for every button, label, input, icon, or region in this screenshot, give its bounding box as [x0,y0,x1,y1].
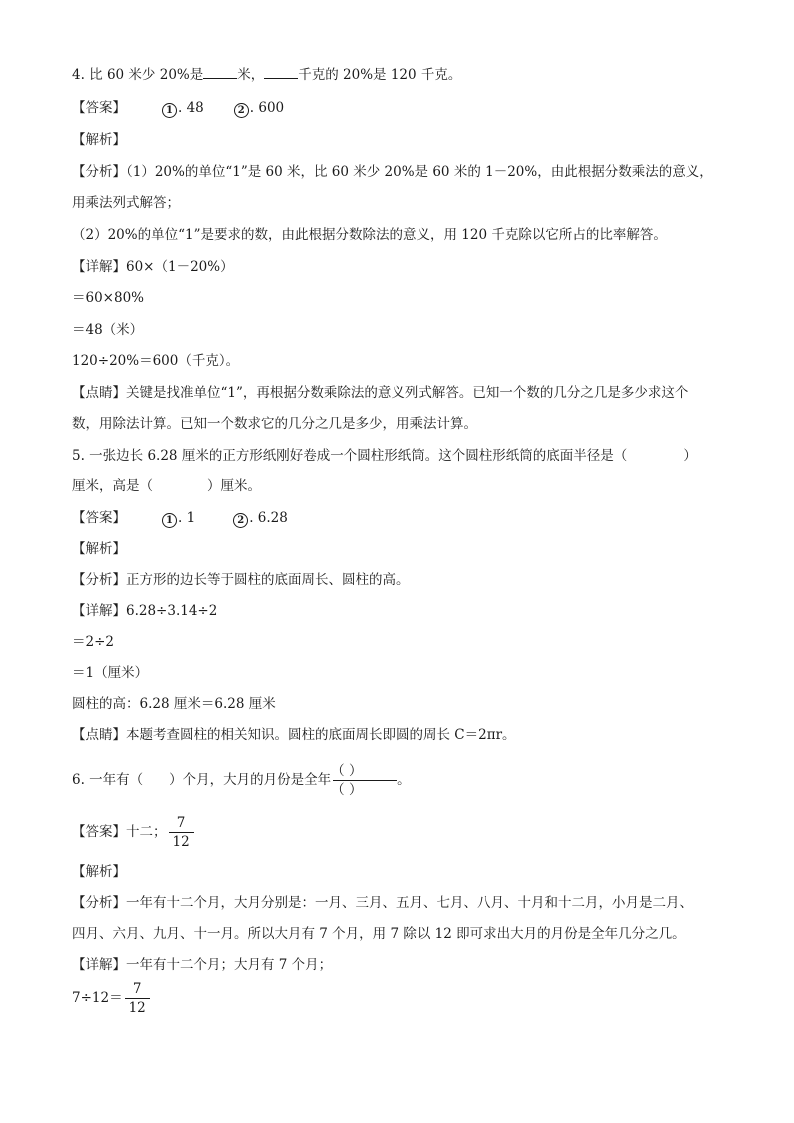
q5-dianjing: 【点睛】本题考查圆柱的相关知识。圆柱的底面周长即圆的周长 C＝2πr。 [72,727,516,743]
q4-dianjing-2: 数，用除法计算。已知一个数求它的几分之几是多少，用乘法计算。 [72,416,477,432]
q5-detail: 【详解】6.28÷3.14÷2 [72,603,218,619]
circled-two-icon: 2 [234,103,249,118]
q6-answer-fraction: $\frac{7}{12}$ [169,814,194,851]
q5-detail-3: ＝1（厘米） [72,665,149,681]
q5-analysis-tag: 【解析】 [72,541,126,557]
q6-analysis-tag: 【解析】 [72,864,126,880]
q4-detail-3: ＝48（米） [72,322,144,338]
q4-answer: 【答案】 1 . 48 2 . 600 [72,100,285,116]
q6-fenxi: 【分析】一年有十二个月，大月分别是：一月、三月、五月、七月、八月、十月和十二月，小月是二月、 [72,895,693,911]
circled-one-icon: 1 [162,513,177,528]
q6-fenxi-2: 四月、六月、九月、十一月。所以大月有 7 个月，用 7 除以 12 即可求出大月的月份是全年几分之几。 [72,926,686,942]
q5-answer: 【答案】 1 . 1 2 . 6.28 [72,510,288,526]
q4-detail-4: 120÷20%＝600（千克）。 [72,353,240,369]
q5-detail-4: 圆柱的高：6.28 厘米＝6.28 厘米 [72,696,276,712]
circled-one-icon: 1 [162,103,177,118]
answer-tag: 【答案】 [72,824,126,840]
q4-fenxi: 【分析】（1）20%的单位“1”是 60 米，比 60 米少 20%是 60 米的 1－20%，由此根据分数乘法的意义， [72,164,713,180]
q5-detail-2: ＝2÷2 [72,634,114,650]
q4-fenxi-3: （2）20%的单位“1”是要求的数，由此根据分数除法的意义，用 120 千克除以它所占的比率解答。 [72,227,667,243]
q4-fenxi-2: 用乘法列式解答； [72,195,180,211]
answer-tag: 【答案】 [72,510,126,526]
q4-detail: 【详解】60×（1－20%） [72,259,234,275]
q6-detail-fraction: $\frac{7}{12}$ [125,980,150,1017]
q4-dianjing: 【点睛】关键是找准单位“1”，再根据分数乘除法的意义列式解答。已知一个数的几分之几是多少求这个 [72,385,689,401]
q6-stem: 6. 一年有（ ）个月，大月的月份是全年 $\frac{( )}{( )}$ 。 [72,763,411,798]
q5-stem-2: 厘米，高是（ ）厘米。 [72,478,261,494]
circled-two-icon: 2 [233,513,248,528]
answer-tag: 【答案】 [72,100,126,116]
q5-fenxi: 【分析】正方形的边长等于圆柱的底面周长、圆柱的高。 [72,572,410,588]
q4-blank-2 [264,64,298,79]
q6-answer: 【答案】十二； $\frac{7}{12}$ [72,812,196,852]
q4-blank-1 [203,64,237,79]
q6-detail-2: 7÷12＝ $\frac{7}{12}$ [72,978,152,1018]
q4-analysis-tag: 【解析】 [72,132,126,148]
q6-detail: 【详解】一年有十二个月；大月有 7 个月； [72,957,333,973]
q4-stem: 4. 比 60 米少 20%是 米， 千克的 20%是 120 千克。 [72,64,461,85]
q6-fraction-blank: $\frac{( )}{( )}$ [331,762,397,799]
q5-stem: 5. 一张边长 6.28 厘米的正方形纸刚好卷成一个圆柱形纸筒。这个圆柱形纸筒的底面半径是（ ） [72,448,697,464]
q4-detail-2: ＝60×80% [72,290,144,306]
